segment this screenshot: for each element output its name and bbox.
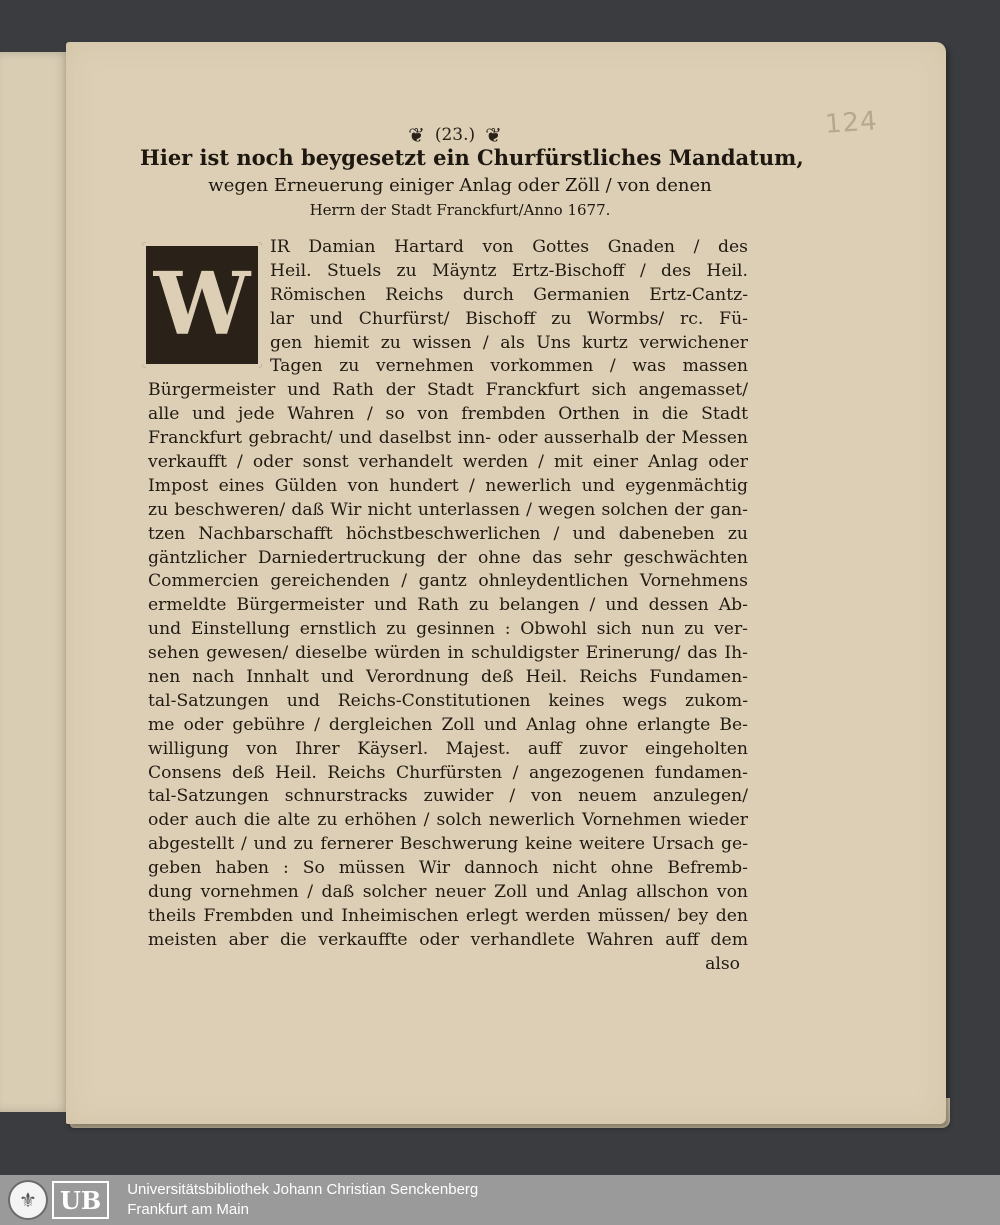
text-line: meisten aber die verkauffte oder verhandlete Wahren auff dem	[148, 929, 748, 950]
footer-text	[127, 1180, 478, 1220]
text-line: dung vornehmen / daß solcher neuer Zoll und Anlag allschon von	[148, 882, 748, 903]
text-line: Bürgermeister und Rath der Stadt Franckfurt sich angemasset/	[148, 380, 748, 401]
text-line: sehen gewesen/ dieselbe würden in schuldigster Erinerung/ das Ih-	[148, 643, 748, 664]
institution-city: Frankfurt am Main	[127, 1201, 249, 1218]
text-line: gen hiemit zu wissen / als Uns kurtz verwichener	[270, 332, 748, 353]
fleuron-right-icon: ❦	[485, 123, 502, 147]
text-line: Heil. Stuels zu Mäyntz Ertz-Bischoff / des Heil.	[270, 260, 748, 281]
text-line: me oder gebühre / dergleichen Zoll und Anlag ohne erlangte Be-	[148, 714, 748, 735]
text-line: abgestellt / und zu fernerer Beschwerung keine weitere Ursach ge-	[148, 834, 748, 855]
pencil-folio-number: 124	[824, 106, 879, 140]
text-line: Commercien gereichenden / gantz ohnleydentlichen Vornehmens	[148, 571, 748, 592]
page-number: (23.)	[434, 125, 476, 145]
text-line: alle und jede Wahren / so von frembden Orthen in die Stadt	[148, 404, 748, 425]
text-line: lar und Churfürst/ Bischoff zu Wormbs/ rc. Fü-	[270, 308, 748, 329]
text-line: Franckfurt gebracht/ und daselbst inn- oder ausserhalb der Messen	[148, 428, 748, 449]
text-line: oder auch die alte zu erhöhen / solch newerlich Vornehmen wieder	[148, 810, 748, 831]
text-line: tal-Satzungen schnurstracks zuwider / von neuem anzulegen/	[148, 786, 748, 807]
text-line: IR Damian Hartard von Gottes Gnaden / des	[270, 237, 748, 257]
institution-name: Universitätsbibliothek Johann Christian Senckenberg	[127, 1181, 479, 1198]
text-line: theils Frembden und Inheimischen erlegt werden müssen/ bey den	[148, 905, 748, 926]
footer-bar	[0, 1175, 1000, 1225]
text-line: und Einstellung ernstlich zu gesinnen : Obwohl sich nun zu ver-	[148, 619, 748, 640]
fleuron-left-icon: ❦	[408, 123, 425, 147]
text-line: gäntzlicher Darniedertruckung der ohne das sehr geschwächten	[148, 547, 748, 568]
title-line: Hier ist noch beygesetzt ein Churfürstliches Mandatum,	[140, 145, 804, 170]
document-title	[140, 143, 804, 221]
text-line: ermeldte Bürgermeister und Rath zu belangen / und dessen Ab-	[148, 595, 748, 616]
text-line: nen nach Innhalt und Verordnung deß Heil. Reichs Fundamen-	[148, 667, 748, 688]
text-line: Consens deß Heil. Reichs Churfürsten / angezogenen fundamen-	[148, 762, 748, 783]
text-line: verkaufft / oder sonst verhandelt werden / mit einer Anlag oder	[148, 452, 748, 473]
text-line: Impost eines Gülden von hundert / newerlich und eygenmächtig	[148, 475, 748, 496]
title-line: Herrn der Stadt Franckfurt/Anno 1677.	[309, 201, 611, 219]
text-line: geben haben : So müssen Wir dannoch nicht ohne Befremb-	[148, 858, 748, 879]
title-line: wegen Erneuerung einiger Anlag oder Zöll / von denen	[208, 175, 712, 196]
decorated-initial	[142, 242, 262, 368]
logo-text: UB	[52, 1181, 109, 1219]
seal-icon: ⚜	[8, 1180, 48, 1220]
catchword: also	[705, 953, 740, 974]
text-line: Römischen Reichs durch Germanien Ertz-Cantz-	[270, 284, 748, 305]
library-logo[interactable]	[8, 1179, 109, 1221]
text-line: zu beschweren/ daß Wir nicht unterlassen / wegen solchen der gan-	[148, 499, 748, 520]
text-line: tzen Nachbarschafft höchstbeschwerlichen / und dabeneben zu	[148, 523, 748, 544]
text-line: Tagen zu vernehmen vorkommen / was massen	[270, 356, 748, 377]
text-line: tal-Satzungen und Reichs-Constitutionen keines wegs zukom-	[148, 690, 748, 711]
left-page-edge	[0, 52, 71, 1112]
text-line: willigung von Ihrer Käyserl. Majest. auff zuvor eingeholten	[148, 738, 748, 759]
initial-letter: W	[153, 254, 251, 355]
